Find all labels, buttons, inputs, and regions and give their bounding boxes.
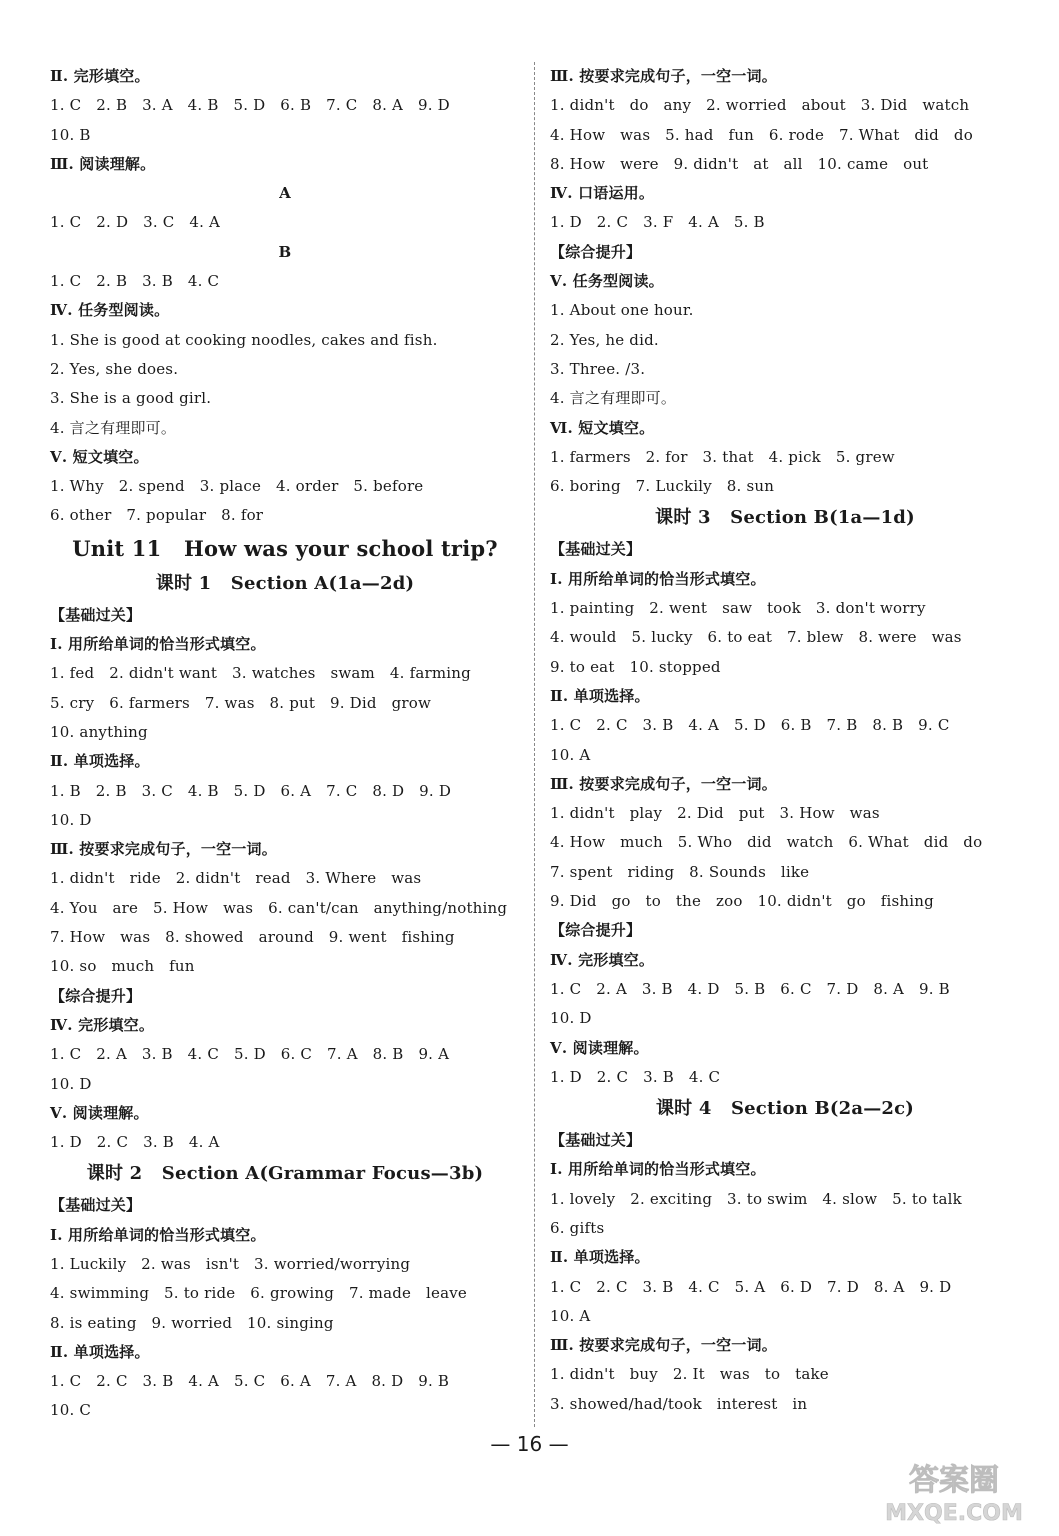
answer-line: 4. How much 5. Who did watch 6. What did do bbox=[550, 833, 983, 852]
answer-line: 1. C 2. A 3. B 4. D 5. B 6. C 7. D 8. A 9. B bbox=[550, 979, 950, 998]
answer-line: 1. Why 2. spend 3. place 4. order 5. before bbox=[50, 477, 424, 496]
section-heading: Ⅳ. 完形填空。 bbox=[550, 950, 655, 969]
answer-line: 10. D bbox=[550, 1009, 592, 1028]
section-heading: Ⅰ. 用所给单词的恰当形式填空。 bbox=[50, 635, 266, 654]
section-heading: Ⅳ. 任务型阅读。 bbox=[50, 301, 170, 320]
lesson-title: 课时 4 Section B(2a—2c) bbox=[655, 1098, 915, 1120]
answer-line: 6. gifts bbox=[550, 1218, 605, 1237]
answer-line: 2. Yes, she does. bbox=[50, 359, 179, 378]
svg-text:答案圈: 答案圈 bbox=[909, 1463, 999, 1498]
passage-label: B bbox=[278, 242, 292, 261]
section-heading: Ⅳ. 口语运用。 bbox=[550, 184, 655, 203]
answer-line: 1. D 2. C 3. B 4. C bbox=[550, 1067, 721, 1086]
lesson-title: 课时 3 Section B(1a—1d) bbox=[655, 507, 915, 529]
category-tag: 【基础过关】 bbox=[50, 1196, 142, 1215]
section-heading: Ⅰ. 用所给单词的恰当形式填空。 bbox=[550, 1160, 766, 1179]
answer-line: 2. Yes, he did. bbox=[550, 330, 659, 349]
section-heading: Ⅴ. 任务型阅读。 bbox=[550, 272, 664, 291]
answer-line: 1. C 2. C 3. B 4. C 5. A 6. D 7. D 8. A 9. D bbox=[550, 1277, 952, 1296]
right-column bbox=[550, 62, 1020, 1419]
section-heading: Ⅲ. 按要求完成句子，一空一词。 bbox=[550, 774, 777, 793]
page-number: — 16 — bbox=[490, 1432, 569, 1456]
left-column bbox=[50, 62, 520, 1426]
answer-line: 1. About one hour. bbox=[550, 301, 694, 320]
unit-title: Unit 11 How was your school trip? bbox=[72, 535, 498, 561]
section-heading: Ⅱ. 单项选择。 bbox=[550, 686, 650, 705]
svg-text:MXQE.COM: MXQE.COM bbox=[885, 1501, 1023, 1526]
answer-line: 1. D 2. C 3. F 4. A 5. B bbox=[550, 213, 765, 232]
answer-line: 1. C 2. B 3. B 4. C bbox=[50, 272, 220, 291]
answer-line: 1. fed 2. didn't want 3. watches swam 4. farming bbox=[50, 664, 471, 683]
section-heading: Ⅲ. 按要求完成句子，一空一词。 bbox=[550, 1336, 777, 1355]
answer-line: 6. boring 7. Luckily 8. sun bbox=[550, 477, 775, 496]
answer-line: 1. didn't ride 2. didn't read 3. Where was bbox=[50, 869, 422, 888]
section-heading: Ⅳ. 完形填空。 bbox=[50, 1015, 155, 1034]
answer-line: 1. Luckily 2. was isn't 3. worried/worrying bbox=[50, 1254, 411, 1273]
answer-line: 4. would 5. lucky 6. to eat 7. blew 8. were was bbox=[550, 628, 962, 647]
answer-line: 4. You are 5. How was 6. can't/can anything/nothing bbox=[50, 898, 508, 917]
section-heading: Ⅱ. 完形填空。 bbox=[50, 67, 150, 85]
answer-line: 9. to eat 10. stopped bbox=[550, 657, 721, 676]
category-tag: 【综合提升】 bbox=[50, 986, 142, 1005]
answer-line: 10. B bbox=[50, 125, 91, 144]
answer-line: 10. A bbox=[550, 745, 591, 764]
category-tag: 【基础过关】 bbox=[550, 540, 642, 559]
section-heading: Ⅱ. 单项选择。 bbox=[550, 1248, 650, 1267]
section-heading: Ⅱ. 单项选择。 bbox=[50, 1342, 150, 1361]
answer-line: 1. She is good at cooking noodles, cakes and fish. bbox=[50, 330, 438, 349]
answer-line: 4. swimming 5. to ride 6. growing 7. made leave bbox=[50, 1284, 467, 1303]
category-tag: 【综合提升】 bbox=[550, 921, 642, 940]
answer-line: 8. How were 9. didn't at all 10. came out bbox=[550, 154, 929, 173]
answer-line: 1. C 2. B 3. A 4. B 5. D 6. B 7. C 8. A 9. D bbox=[50, 96, 450, 115]
section-heading: Ⅲ. 按要求完成句子，一空一词。 bbox=[550, 67, 777, 85]
column-divider bbox=[534, 62, 536, 1427]
answer-line: 1. C 2. C 3. B 4. A 5. C 6. A 7. A 8. D 9. B bbox=[50, 1372, 450, 1391]
answer-line: 1. lovely 2. exciting 3. to swim 4. slow 5. to talk bbox=[550, 1189, 962, 1208]
answer-line: 10. D bbox=[50, 1074, 92, 1093]
answer-line: 7. How was 8. showed around 9. went fishing bbox=[50, 928, 455, 947]
lesson-title: 课时 2 Section A(Grammar Focus—3b) bbox=[86, 1163, 484, 1185]
answer-line: 10. A bbox=[550, 1306, 591, 1325]
watermark-logo bbox=[859, 1456, 1049, 1528]
answer-line: 9. Did go to the zoo 10. didn't go fishing bbox=[550, 892, 934, 911]
answer-line: 1. didn't play 2. Did put 3. How was bbox=[550, 804, 880, 823]
section-heading: Ⅴ. 阅读理解。 bbox=[50, 1103, 149, 1122]
answer-line: 1. C 2. C 3. B 4. A 5. D 6. B 7. B 8. B 9. C bbox=[550, 716, 950, 735]
answer-line: 1. didn't do any 2. worried about 3. Did watch bbox=[550, 96, 970, 115]
answer-line: 10. anything bbox=[50, 722, 148, 741]
passage-label: A bbox=[279, 184, 291, 203]
answer-line: 1. farmers 2. for 3. that 4. pick 5. grew bbox=[550, 447, 895, 466]
section-heading: Ⅰ. 用所给单词的恰当形式填空。 bbox=[50, 1225, 266, 1244]
answer-line: 1. C 2. D 3. C 4. A bbox=[50, 213, 221, 232]
section-heading: Ⅱ. 单项选择。 bbox=[50, 752, 150, 771]
section-heading: Ⅲ. 按要求完成句子，一空一词。 bbox=[50, 840, 277, 859]
section-heading: Ⅵ. 短文填空。 bbox=[550, 418, 655, 437]
answer-line: 1. D 2. C 3. B 4. A bbox=[50, 1133, 220, 1152]
answer-line: 4. How was 5. had fun 6. rode 7. What did do bbox=[550, 125, 973, 144]
answer-line: 10. C bbox=[50, 1401, 92, 1420]
answer-line: 1. B 2. B 3. C 4. B 5. D 6. A 7. C 8. D 9. D bbox=[50, 781, 452, 800]
section-heading: Ⅲ. 阅读理解。 bbox=[50, 154, 156, 173]
answer-line: 8. is eating 9. worried 10. singing bbox=[50, 1313, 334, 1332]
category-tag: 【基础过关】 bbox=[50, 605, 142, 624]
answer-line: 1. C 2. A 3. B 4. C 5. D 6. C 7. A 8. B 9. A bbox=[50, 1045, 450, 1064]
section-heading: Ⅴ. 阅读理解。 bbox=[550, 1038, 649, 1057]
category-tag: 【综合提升】 bbox=[550, 242, 642, 261]
answer-line: 6. other 7. popular 8. for bbox=[50, 506, 264, 525]
answer-line: 3. showed/had/took interest in bbox=[550, 1394, 808, 1413]
answer-line: 7. spent riding 8. Sounds like bbox=[550, 862, 810, 881]
answer-line: 1. didn't buy 2. It was to take bbox=[550, 1365, 829, 1384]
lesson-title: 课时 1 Section A(1a—2d) bbox=[155, 572, 415, 594]
answer-line: 1. painting 2. went saw took 3. don't worry bbox=[550, 599, 926, 618]
answer-line: 5. cry 6. farmers 7. was 8. put 9. Did grow bbox=[50, 693, 432, 712]
answer-line: 3. She is a good girl. bbox=[50, 389, 212, 408]
section-heading: Ⅴ. 短文填空。 bbox=[50, 447, 149, 466]
category-tag: 【基础过关】 bbox=[550, 1131, 642, 1150]
answer-line: 3. Three. /3. bbox=[550, 359, 646, 378]
answer-line: 10. D bbox=[50, 810, 92, 829]
answer-line: 10. so much fun bbox=[50, 957, 195, 976]
answer-line: 4. 言之有理即可。 bbox=[50, 418, 177, 437]
section-heading: Ⅰ. 用所给单词的恰当形式填空。 bbox=[550, 569, 766, 588]
answer-line: 4. 言之有理即可。 bbox=[550, 389, 677, 408]
